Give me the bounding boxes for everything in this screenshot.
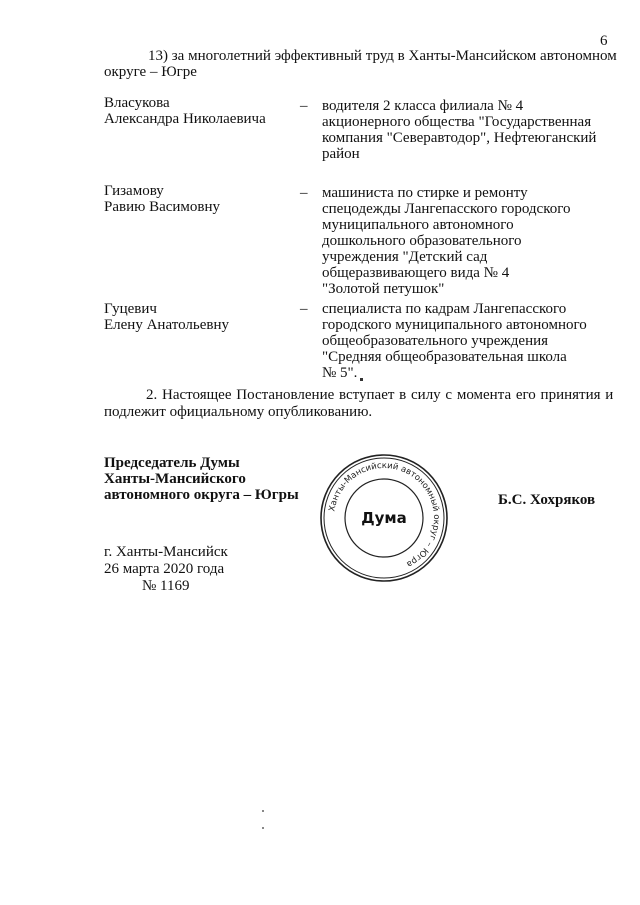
section-13-line-1: 13) за многолетний эффективный труд в Ханты-Мансийском автономном <box>148 48 617 64</box>
signature-title <box>104 455 299 503</box>
scan-speck <box>262 810 264 812</box>
awardee-description-line: № 5". <box>322 365 358 381</box>
signature-title-line: автономного округа – Югры <box>104 487 299 503</box>
awardee-description-line: дошкольного образовательного <box>322 233 522 249</box>
awardee-description-line: компания "Северавтодор", Нефтеюганский <box>322 130 597 146</box>
stamp-ring-text: Ханты-Мансийский автономный округ – Югра <box>327 460 442 570</box>
awardee-description-line: "Средняя общеобразовательная школа <box>322 349 567 365</box>
section-13-line-2: округе – Югре <box>104 64 197 80</box>
awardee-dash: – <box>300 185 308 201</box>
page-number: 6 <box>600 33 608 49</box>
awardee-description <box>322 301 587 381</box>
official-stamp <box>318 452 450 584</box>
awardee-description-line: учреждения "Детский сад <box>322 249 488 265</box>
awardee-description-line: специалиста по кадрам Лангепасского <box>322 301 567 317</box>
awardee-name-line: Гизамову <box>104 183 164 199</box>
document-number: № 1169 <box>142 578 190 594</box>
awardee-name <box>104 301 229 333</box>
signature-title-line: Ханты-Мансийского <box>104 471 246 487</box>
awardee-name-line: Гуцевич <box>104 301 157 317</box>
scan-speck <box>262 827 264 829</box>
paragraph-2-line-1: 2. Настоящее Постановление вступает в силу с момента его принятия и <box>146 387 614 403</box>
awardee-name-line: Равию Васимовну <box>104 199 221 215</box>
document-place: г. Ханты-Мансийск <box>104 544 228 560</box>
stamp-center-text: Дума <box>361 509 407 527</box>
scan-speck <box>360 378 363 381</box>
awardee-description-line: машиниста по стирке и ремонту <box>322 185 528 201</box>
awardee-description-line: общеобразовательного учреждения <box>322 333 549 349</box>
signature-title-line: Председатель Думы <box>104 455 240 471</box>
awardee-description-line: муниципального автономного <box>322 217 514 233</box>
awardee-description-line: район <box>322 146 360 162</box>
paragraph-2-line-2: подлежит официальному опубликованию. <box>104 404 373 420</box>
awardee-name <box>104 183 220 215</box>
awardee-dash: – <box>300 301 308 317</box>
awardee-description-line: акционерного общества "Государственная <box>322 114 592 130</box>
awardee-description-line: спецодежды Лангепасского городского <box>322 201 571 217</box>
awardee-dash: – <box>300 98 308 114</box>
awardee-name-line: Власукова <box>104 95 170 111</box>
document-date: 26 марта 2020 года <box>104 561 225 577</box>
awardee-description <box>322 185 571 297</box>
awardee-description <box>322 98 596 162</box>
awardee-description-line: водителя 2 класса филиала № 4 <box>322 98 524 114</box>
awardee-name-line: Елену Анатольевну <box>104 317 229 333</box>
awardee-description-line: "Золотой петушок" <box>322 281 445 297</box>
awardee-name <box>104 95 266 127</box>
awardee-description-line: городского муниципального автономного <box>322 317 587 333</box>
signer-name: Б.С. Хохряков <box>498 492 596 508</box>
awardee-name-line: Александра Николаевича <box>104 111 266 127</box>
awardee-description-line: общеразвивающего вида № 4 <box>322 265 510 281</box>
